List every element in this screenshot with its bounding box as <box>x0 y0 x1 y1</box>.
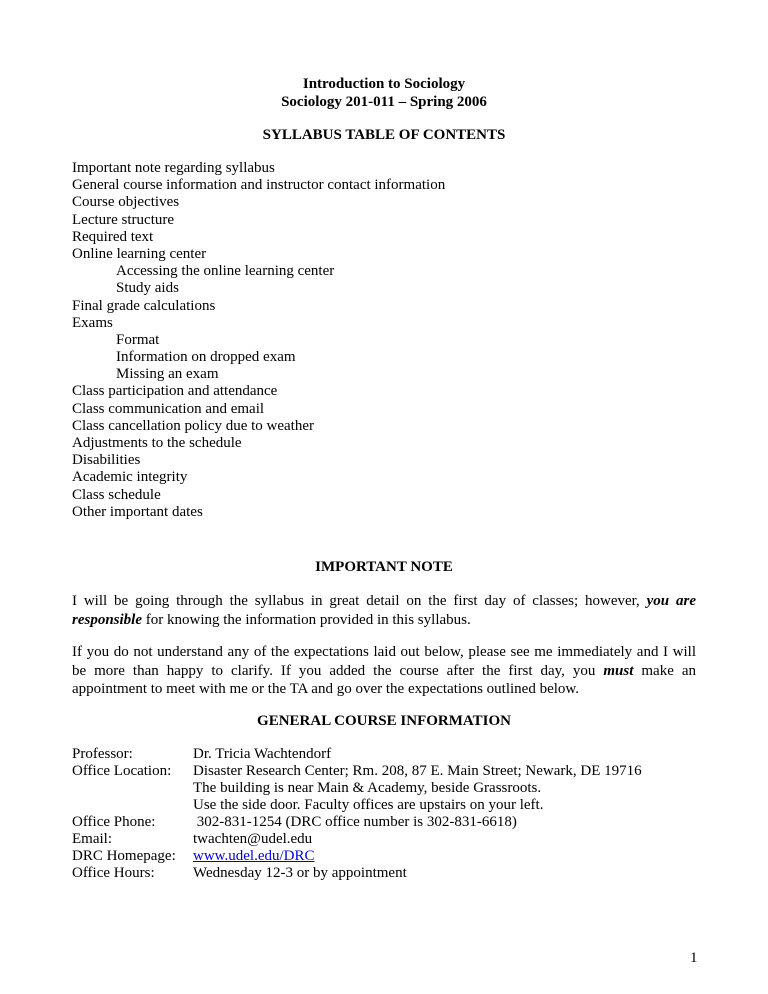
toc-item: Class schedule <box>72 486 161 503</box>
course-code: Sociology 201-011 – Spring 2006 <box>281 94 487 110</box>
phone-label: Office Phone: <box>72 814 156 830</box>
toc-item: General course information and instructor contact information <box>72 177 446 194</box>
toc-item: Other important dates <box>72 503 203 520</box>
toc-item: Academic integrity <box>72 469 188 486</box>
office-line-2: The building is near Main & Academy, beside Grassroots. <box>193 780 542 796</box>
p2-text-before: If you do not understand any of the expectations laid out below, please see me immediately and I will be more than happy to clarify. If you added the course after the first day, you <box>72 644 696 679</box>
homepage-label: DRC Homepage: <box>72 848 176 864</box>
course-title: Introduction to Sociology <box>302 76 466 92</box>
hours-value: Wednesday 12-3 or by appointment <box>193 865 407 881</box>
instructor-info <box>72 746 712 896</box>
important-note-heading: IMPORTANT NOTE <box>315 559 453 575</box>
toc-subitem: Missing an exam <box>116 366 219 383</box>
p1-text-before: I will be going through the syllabus in great detail on the first day of classes; however, <box>72 593 647 609</box>
toc-item: Class participation and attendance <box>72 383 278 400</box>
general-info-heading: GENERAL COURSE INFORMATION <box>257 713 511 729</box>
toc-item: Course objectives <box>72 194 180 211</box>
table-of-contents <box>72 160 445 521</box>
email-value: twachten@udel.edu <box>193 831 313 847</box>
toc-item: Exams <box>72 314 113 331</box>
office-label: Office Location: <box>72 763 172 779</box>
toc-subitem: Study aids <box>116 280 179 297</box>
toc-item: Online learning center <box>72 245 207 262</box>
important-note-paragraph-2 <box>72 643 696 699</box>
toc-item: Final grade calculations <box>72 297 216 314</box>
toc-item: Important note regarding syllabus <box>72 160 275 176</box>
toc-subitem: Accessing the online learning center <box>116 263 335 280</box>
hours-label: Office Hours: <box>72 865 155 881</box>
important-note-paragraph-1 <box>72 592 696 629</box>
toc-heading: SYLLABUS TABLE OF CONTENTS <box>262 127 506 143</box>
toc-subitem: Format <box>116 331 160 348</box>
p2-emphasis: must <box>603 662 634 679</box>
office-line-3: Use the side door. Faculty offices are upstairs on your left. <box>193 797 544 813</box>
toc-item: Class communication and email <box>72 400 265 417</box>
office-line-1: Disaster Research Center; Rm. 208, 87 E. Main Street; Newark, DE 19716 <box>193 763 642 779</box>
p1-text-after: for knowing the information provided in this syllabus. <box>142 611 471 628</box>
page-number: 1 <box>690 950 698 966</box>
p2-text-after: make an appointment to meet with me or the TA and go over the expectations outlined below. <box>72 662 697 697</box>
homepage-link[interactable]: www.udel.edu/DRC <box>193 848 315 864</box>
toc-item: Required text <box>72 228 154 245</box>
toc-item: Disabilities <box>72 452 141 469</box>
phone-value: 302-831-1254 (DRC office number is 302-831-6618) <box>193 814 517 830</box>
toc-item: Lecture structure <box>72 211 175 228</box>
p1-emphasis: you are responsible <box>72 593 696 628</box>
toc-item: Adjustments to the schedule <box>72 435 242 451</box>
toc-item: Class cancellation policy due to weather <box>72 417 314 434</box>
toc-subitem: Information on dropped exam <box>116 349 296 366</box>
email-label: Email: <box>72 831 112 847</box>
professor-value: Dr. Tricia Wachtendorf <box>193 746 332 762</box>
professor-label: Professor: <box>72 746 133 762</box>
